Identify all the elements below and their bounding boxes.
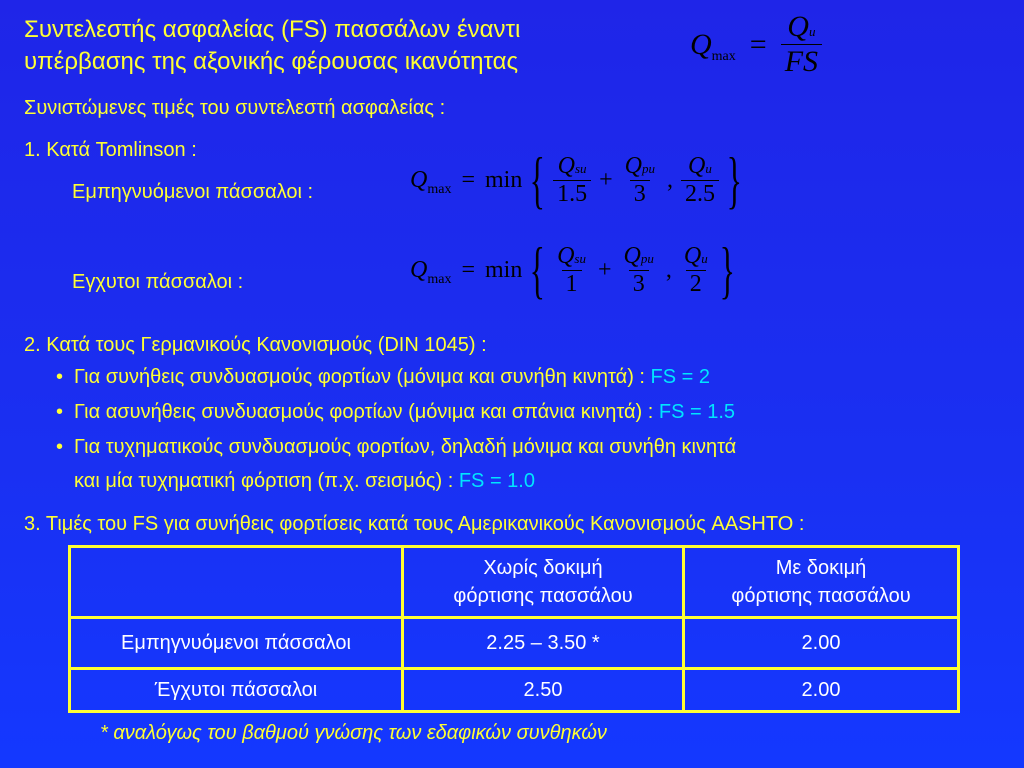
bored-t2-num: Q [623,242,641,269]
bored-min: min [485,256,523,283]
main-formula [690,10,822,79]
bullet-3-text: Για τυχηματικούς συνδυασμούς φορτίων, δηλαδή μόνιμα και συνήθη κινητά [74,436,737,458]
bored-eq: = [461,256,475,283]
section3-heading-text: 3. Τιμές του FS για συνήθεις φορτίσεις κατά τους Αμερικανικούς Κανονισμούς AASHTO : [24,513,805,535]
bored-t2-den: 3 [629,270,649,298]
bullet-dot-icon: • [56,436,64,458]
formula-lhs-sub: max [711,48,736,64]
driven-t3-den: 2.5 [681,180,719,208]
driven-t1-num-sub: su [574,160,587,176]
bored-lhs: Q [410,256,428,283]
driven-piles-formula [410,144,750,215]
table-header-col2 [684,547,959,618]
table-cell-row2-col2: 2.00 [684,669,959,712]
recommended-heading: Συνιστώμενες τιμές του συντελεστή ασφαλείας : [24,97,446,119]
bullet-dot-icon: • [56,401,64,423]
bullet-item-3 [56,430,736,464]
formula-lhs: Q [690,27,712,61]
bored-t1-num-sub: su [574,250,586,266]
table-row [70,669,959,712]
title-line-1: Συντελεστής ασφαλείας (FS) πασσάλων έναντι [24,16,521,43]
left-brace-icon: { [530,144,546,215]
bored-plus: + [597,256,612,283]
driven-t2-den: 3 [630,180,650,208]
driven-lhs: Q [410,166,428,193]
driven-t2-num-sub: pu [641,160,655,176]
bullet-3-text2: και μία τυχηματική φόρτιση (π.χ. σεισμός) : [74,470,454,492]
right-brace-icon: } [719,234,735,305]
driven-t1-den: 1.5 [553,180,591,208]
bullet-item-1 [56,360,710,394]
title-line-2: υπέρβασης της αξονικής φέρουσας ικανότητας [24,48,519,75]
bored-t3-den: 2 [686,270,706,298]
table-header-col2-line2: φόρτισης πασσάλου [731,585,911,607]
bullet-3-value: FS = 1.0 [458,470,535,492]
bullet-item-3-cont [74,464,535,498]
driven-min: min [485,166,523,193]
table-row [70,618,959,669]
bored-t1-den: 1 [562,270,582,298]
bullet-item-2 [56,395,735,429]
driven-piles-label: Εμπηγνυόμενοι πάσσαλοι : [72,181,314,203]
table-cell-row2-label: Έγχυτοι πάσσαλοι [70,669,403,712]
driven-comma: , [666,166,673,193]
bored-t3-num-sub: u [701,250,708,266]
section1-heading: 1. Κατά Tomlinson : [24,139,197,161]
driven-plus: + [599,166,613,193]
formula-den: FS [784,45,819,78]
bored-piles-label: Εγχυτοι πάσσαλοι : [72,271,244,293]
table-header-row [70,547,959,618]
bored-t2-num-sub: pu [640,250,654,266]
driven-t3-num: Q [688,152,706,179]
formula-num-sub: u [808,24,816,39]
table-cell-row1-col2: 2.00 [684,618,959,669]
bored-t3-num: Q [683,242,702,269]
driven-t3-num-sub: u [705,160,712,176]
bullet-2-text: Για ασυνήθεις συνδυασμούς φορτίων (μόνιμα και σπάνια κινητά) : [74,401,654,423]
table-cell-row1-label: Εμπηγνυόμενοι πάσσαλοι [70,618,403,669]
table-header-col1-line1: Χωρίς δοκιμή [483,557,603,579]
table-footnote: * αναλόγως του βαθμού γνώσης των εδαφικών συνθηκών [100,722,607,744]
driven-t2-num: Q [624,152,642,179]
table-cell-row1-col1: 2.25 – 3.50 * [403,618,684,669]
table-cell-row2-col1: 2.50 [403,669,684,712]
bullet-1-text: Για συνήθεις συνδυασμούς φορτίων (μόνιμα και συνήθη κινητά) : [74,366,645,388]
table-header-col1 [403,547,684,618]
section3-heading [24,512,804,536]
formula-equals: = [749,27,767,61]
bullet-dot-icon: • [56,366,64,388]
table-header-col2-line1: Με δοκιμή [775,557,867,579]
driven-t1-num: Q [557,152,575,179]
bored-piles-formula [410,234,742,305]
section2-heading: 2. Κατά τους Γερμανικούς Κανονισμούς (DIN 1045) : [24,334,487,356]
bored-t1-num: Q [557,242,575,269]
driven-eq: = [461,166,475,193]
page-title [24,14,664,78]
formula-num: Q [787,10,809,43]
bored-comma: , [665,256,672,283]
driven-lhs-sub: max [427,181,452,197]
right-brace-icon: } [726,144,742,215]
table-header-col1-line2: φόρτισης πασσάλου [453,585,633,607]
bullet-2-value: FS = 1.5 [658,401,736,423]
fs-table [68,545,960,713]
bored-lhs-sub: max [427,271,452,287]
table-header-empty [70,547,403,618]
left-brace-icon: { [530,234,546,305]
bullet-1-value: FS = 2 [650,366,711,388]
